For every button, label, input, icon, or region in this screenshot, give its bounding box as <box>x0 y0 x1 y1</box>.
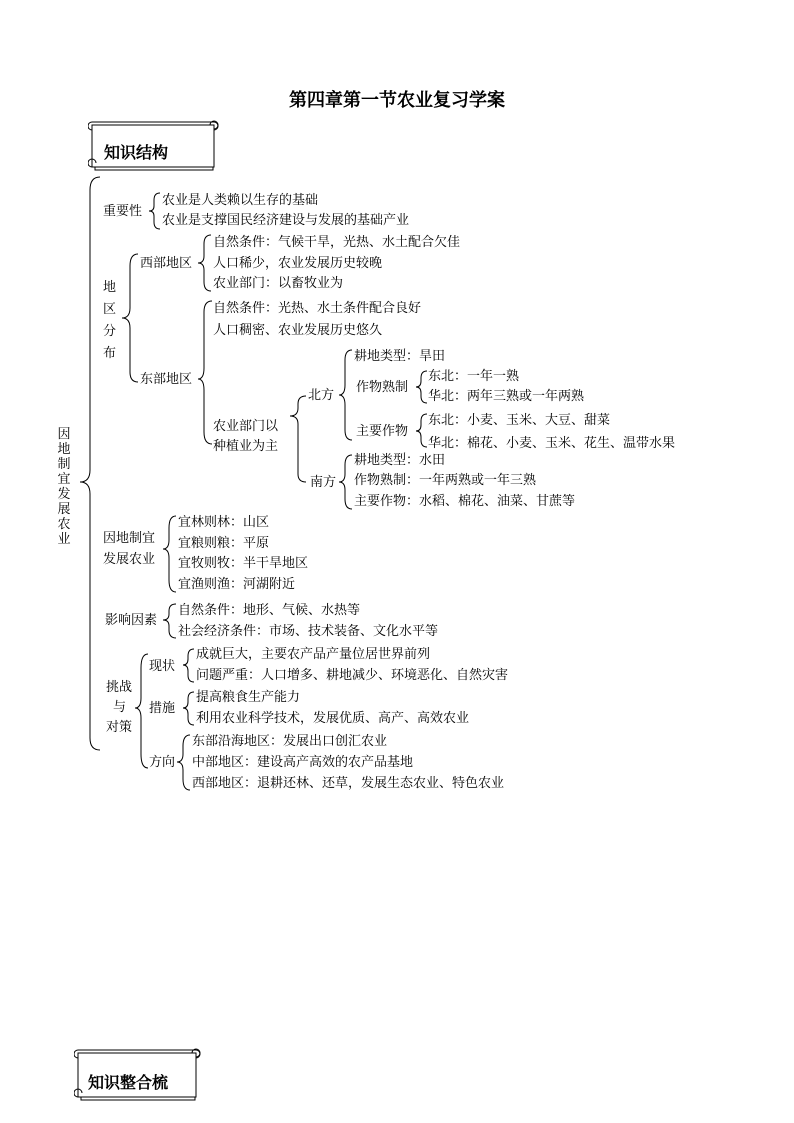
north-crops-item: 东北：小麦、玉米、大豆、甜菜 <box>428 413 611 428</box>
status-item: 成就巨大，主要农产品产量位居世界前列 <box>196 647 431 662</box>
status-item: 问题严重：人口增多、耕地减少、环境恶化、自然灾害 <box>196 668 509 683</box>
south-item: 作物熟制：一年两熟或一年三熟 <box>354 473 537 488</box>
importance-item: 农业是人类赖以生存的基础 <box>162 193 319 208</box>
direction-item: 东部沿海地区：发展出口创汇农业 <box>192 734 388 749</box>
brace-west <box>198 235 211 291</box>
brace-direction <box>177 735 190 790</box>
brace-adapt <box>163 516 176 592</box>
west-item: 自然条件：气候干旱，光热、水土配合欠佳 <box>213 235 461 250</box>
adapt-item: 宜牧则牧：半干旱地区 <box>178 556 309 571</box>
factors-item: 社会经济条件：市场、技术装备、文化水平等 <box>178 624 439 639</box>
east-sector-label: 种植业为主 <box>213 439 279 454</box>
challenges-label: 挑战 <box>106 680 133 695</box>
adapt-item: 宜渔则渔：河湖附近 <box>178 577 296 592</box>
challenges-label: 与 <box>113 700 127 715</box>
brace-challenges <box>135 654 148 768</box>
east-sector-label: 农业部门以 <box>213 419 279 434</box>
importance-item: 农业是支撑国民经济建设与发展的基础产业 <box>162 213 410 228</box>
status-label: 现状 <box>149 659 176 674</box>
distribution-label-char: 区 <box>103 302 117 317</box>
section-title-integration: 知识整合梳 <box>88 1073 169 1092</box>
importance-label: 重要性 <box>103 204 143 219</box>
measures-item: 利用农业科学技术，发展优质、高产、高效农业 <box>196 711 470 726</box>
north-label: 北方 <box>308 388 335 403</box>
east-item: 自然条件：光热、水土条件配合良好 <box>213 301 422 316</box>
distribution-label-char: 分 <box>103 324 117 339</box>
brace-status <box>183 649 194 682</box>
adapt-label: 因地制宜 <box>103 531 156 546</box>
brace-north-south <box>290 396 306 482</box>
distribution-label-char: 地 <box>103 280 117 295</box>
south-item: 主要作物：水稻、棉花、油菜、甘蔗等 <box>354 494 576 509</box>
south-label: 南方 <box>310 475 337 490</box>
north-crops-label: 主要作物 <box>356 424 409 439</box>
brace-ripening <box>416 371 427 403</box>
direction-item: 中部地区：建设高产高效的农产品基地 <box>192 755 414 770</box>
brace-root <box>80 177 100 750</box>
brace-importance <box>149 193 160 229</box>
section-title-structure: 知识结构 <box>104 143 169 162</box>
page-title: 第四章第一节农业复习学案 <box>289 90 505 111</box>
measures-label: 措施 <box>149 701 176 716</box>
brace-south <box>339 455 352 509</box>
north-ripening-label: 作物熟制 <box>356 380 409 395</box>
west-item: 农业部门：以畜牧业为 <box>213 276 344 291</box>
distribution-label-char: 布 <box>103 346 117 361</box>
north-ripening-item: 华北：两年三熟或一年两熟 <box>428 389 585 404</box>
west-label: 西部地区 <box>140 256 193 271</box>
south-item: 耕地类型：水田 <box>354 453 446 468</box>
brace-distribution <box>122 254 138 382</box>
north-crops-item: 华北：棉花、小麦、玉米、花生、温带水果 <box>428 436 676 451</box>
brace-factors <box>163 604 176 638</box>
east-item: 人口稠密、农业发展历史悠久 <box>213 323 383 338</box>
adapt-item: 宜林则林：山区 <box>178 515 270 530</box>
direction-item: 西部地区：退耕还林、还草，发展生态农业、特色农业 <box>192 776 505 791</box>
factors-label: 影响因素 <box>105 613 158 628</box>
north-farmland: 耕地类型：旱田 <box>354 349 446 364</box>
east-label: 东部地区 <box>140 372 193 387</box>
root-label: 因地制宜发展农业 <box>57 427 71 547</box>
brace-north <box>339 350 352 440</box>
north-ripening-item: 东北：一年一熟 <box>428 369 520 384</box>
brace-crops <box>416 414 427 447</box>
measures-item: 提高粮食生产能力 <box>196 690 301 705</box>
adapt-item: 宜粮则粮：平原 <box>178 536 270 551</box>
factors-item: 自然条件：地形、气候、水热等 <box>178 603 361 618</box>
brace-east <box>198 301 212 444</box>
adapt-label: 发展农业 <box>103 552 156 567</box>
brace-measures <box>183 692 194 725</box>
challenges-label: 对策 <box>106 720 133 735</box>
west-item: 人口稀少，农业发展历史较晚 <box>213 256 383 271</box>
direction-label: 方向 <box>149 755 176 770</box>
